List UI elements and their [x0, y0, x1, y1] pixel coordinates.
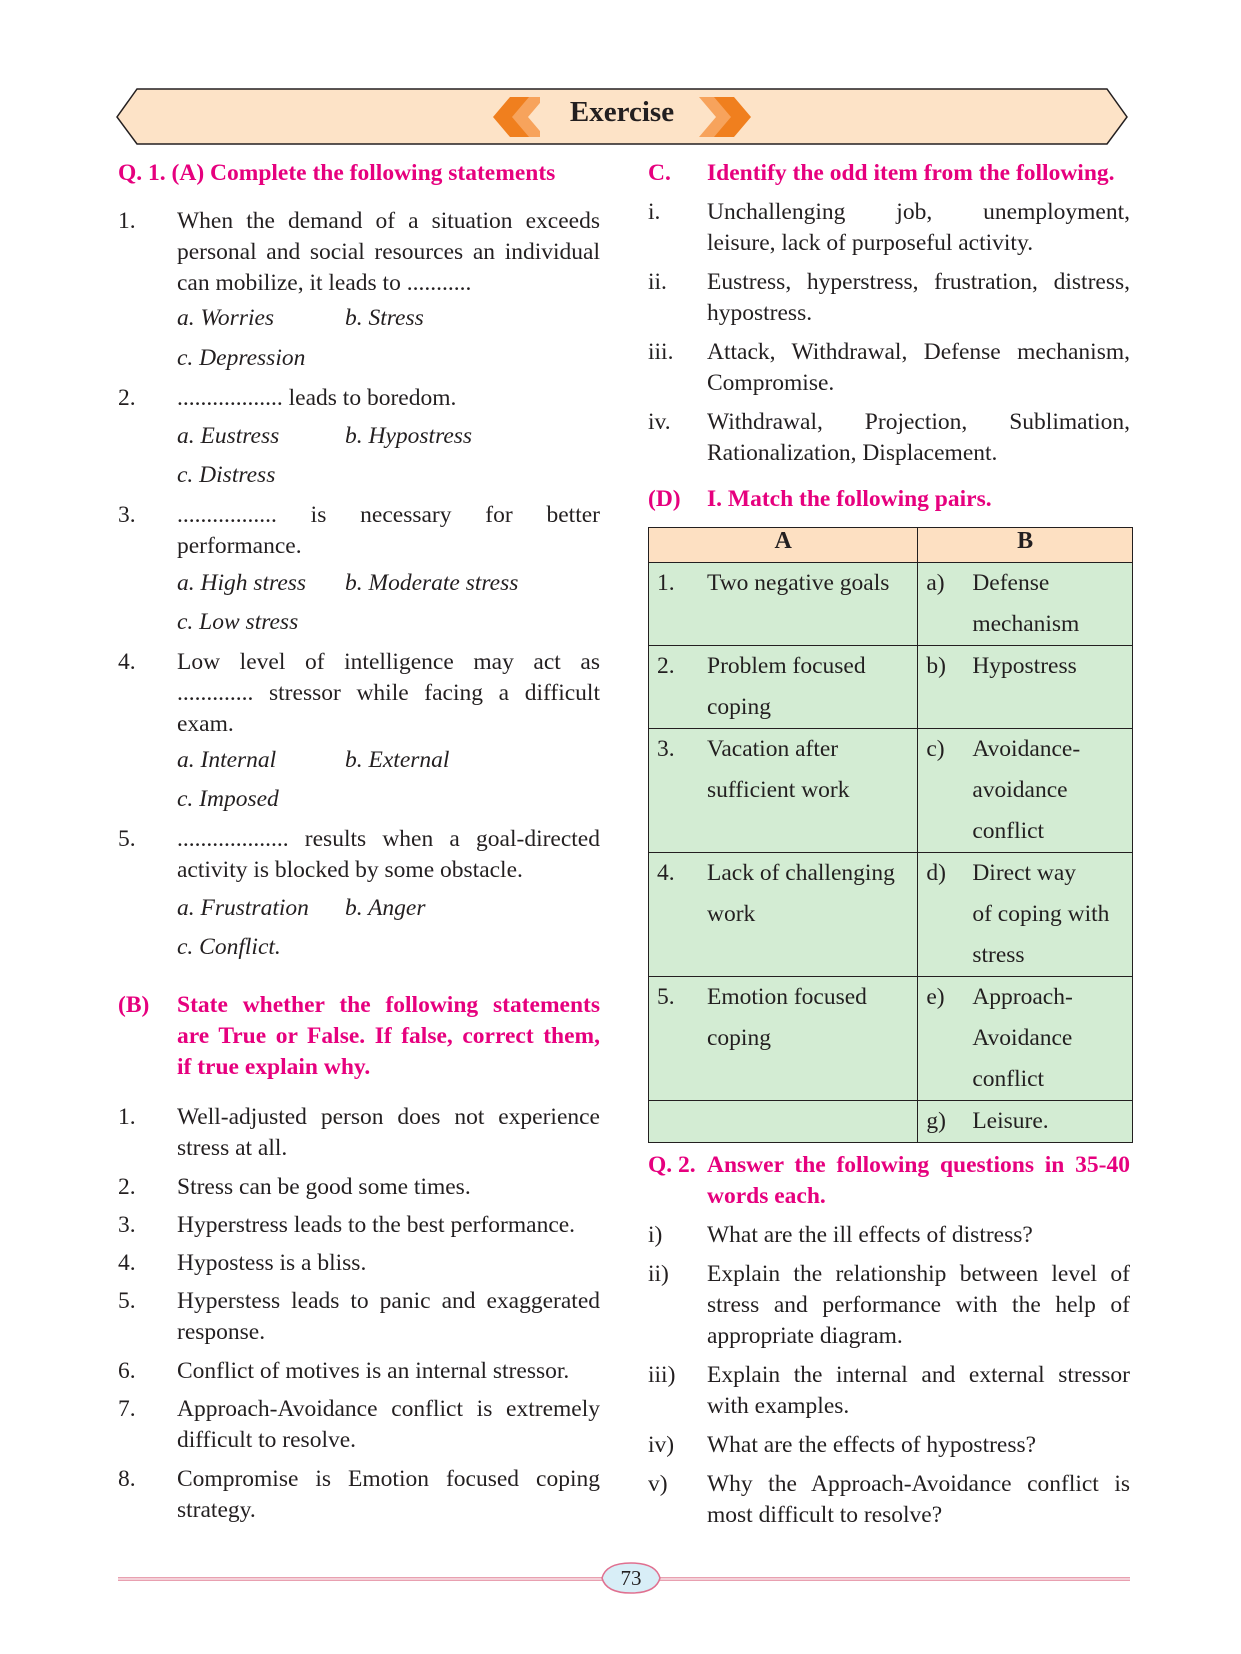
cell-a: 3. Vacation after sufficient work [649, 729, 918, 853]
cell-b: c) Avoidance- avoidance conflict [918, 729, 1133, 853]
item-number: 7. [118, 1396, 136, 1422]
item-number: iv. [648, 409, 671, 435]
question-text: ................. is necessary for better performance. [177, 502, 600, 559]
section-heading-q2: Answer the following questions in 35-40 words each. [707, 1152, 1130, 1209]
question-text: What are the effects of hypostress? [707, 1432, 1037, 1458]
column-header-a: A [649, 528, 918, 563]
item-number: 2. [118, 385, 136, 411]
item-number: ii. [648, 269, 667, 295]
item-number: 1. [118, 208, 136, 234]
page-number: 73 [620, 1566, 642, 1590]
odd-item-text: Withdrawal, Projection, Sublimation, Rationalization, Displacement. [707, 409, 1130, 466]
item-number: 3. [118, 502, 136, 528]
item-number: i) [648, 1222, 663, 1248]
question-text: Explain the internal and external stressor with examples. [707, 1362, 1130, 1419]
section-label-q1c: C. [648, 160, 671, 186]
item-number: iv) [648, 1432, 675, 1458]
option-a: a. High stress [177, 570, 307, 596]
odd-item-text: Attack, Withdrawal, Defense mechanism, Compromise. [707, 339, 1130, 396]
option-b: b. External [345, 747, 450, 773]
item-number: v) [648, 1471, 668, 1497]
item-number: ii) [648, 1261, 669, 1287]
question-text: Explain the relationship between level of stress and performance with the help of appropriate diagram. [707, 1261, 1130, 1349]
statement-text: Compromise is Emotion focused coping strategy. [177, 1466, 600, 1523]
exercise-banner [115, 88, 1129, 146]
section-label-q2: Q. 2. [648, 1152, 696, 1178]
option-a: a. Eustress [177, 423, 280, 449]
item-number: 6. [118, 1358, 136, 1384]
cell-a: 2. Problem focused coping [649, 646, 918, 729]
question-text: Low level of intelligence may act as ............. stressor while facing a difficult exam. [177, 649, 600, 737]
cell-b: a) Defense mechanism [918, 563, 1133, 646]
item-number: 3. [118, 1212, 136, 1238]
option-c: c. Imposed [177, 786, 279, 812]
question-text: What are the ill effects of distress? [707, 1222, 1033, 1248]
option-a: a. Worries [177, 305, 275, 331]
section-label-q1b: (B) [118, 992, 150, 1018]
odd-item-text: Unchallenging job, unemployment, leisure, lack of purposeful activity. [707, 199, 1130, 256]
statement-text: Hypostess is a bliss. [177, 1250, 367, 1276]
item-number: 1. [118, 1104, 136, 1130]
item-number: iii. [648, 339, 674, 365]
page-number-badge [596, 1560, 666, 1596]
option-c: c. Conflict. [177, 934, 281, 960]
statement-text: Conflict of motives is an internal stressor. [177, 1358, 570, 1384]
option-a: a. Internal [177, 747, 277, 773]
section-label-q1d: (D) [648, 486, 681, 512]
item-number: 5. [118, 826, 136, 852]
table-row [649, 977, 1133, 1101]
section-heading-q1d: I. Match the following pairs. [707, 486, 992, 512]
section-heading-q1a: Q. 1. (A) Complete the following statements [118, 160, 556, 186]
cell-a: 4. Lack of challenging work [649, 853, 918, 977]
item-number: 8. [118, 1466, 136, 1492]
option-c: c. Distress [177, 462, 276, 488]
statement-text: Hyperstess leads to panic and exaggerated response. [177, 1288, 600, 1345]
question-text: .................. leads to boredom. [177, 385, 457, 411]
table-row [649, 563, 1133, 646]
table-header-row [649, 528, 1133, 563]
question-text: When the demand of a situation exceeds personal and social resources an individual can mobilize, it leads to ........... [177, 208, 600, 296]
option-b: b. Stress [345, 305, 424, 331]
item-number: 4. [118, 649, 136, 675]
option-b: b. Hypostress [345, 423, 473, 449]
question-text: ................... results when a goal-directed activity is blocked by some obstacle. [177, 826, 600, 883]
statement-text: Well-adjusted person does not experience stress at all. [177, 1104, 600, 1161]
page-title: Exercise [569, 96, 675, 128]
match-table [648, 527, 1133, 1143]
cell-b: g) Leisure. [918, 1101, 1133, 1143]
cell-b: d) Direct way of coping with stress [918, 853, 1133, 977]
item-number: 4. [118, 1250, 136, 1276]
item-number: 5. [118, 1288, 136, 1314]
option-b: b. Moderate stress [345, 570, 519, 596]
question-text: Why the Approach-Avoidance conflict is most difficult to resolve? [707, 1471, 1130, 1528]
item-number: iii) [648, 1362, 676, 1388]
section-heading-q1c: Identify the odd item from the following. [707, 160, 1115, 186]
statement-text: Approach-Avoidance conflict is extremely difficult to resolve. [177, 1396, 600, 1453]
item-number: i. [648, 199, 661, 225]
option-c: c. Depression [177, 345, 306, 371]
statement-text: Stress can be good some times. [177, 1174, 471, 1200]
statement-text: Hyperstress leads to the best performance. [177, 1212, 576, 1238]
option-c: c. Low stress [177, 609, 299, 635]
cell-b: b) Hypostress [918, 646, 1133, 729]
cell-a: 1. Two negative goals [649, 563, 918, 646]
option-b: b. Anger [345, 895, 426, 921]
cell-a [649, 1101, 918, 1143]
cell-b: e) Approach- Avoidance conflict [918, 977, 1133, 1101]
column-header-b: B [918, 528, 1133, 563]
table-row [649, 646, 1133, 729]
table-row [649, 729, 1133, 853]
table-row [649, 853, 1133, 977]
option-a: a. Frustration [177, 895, 309, 921]
table-row [649, 1101, 1133, 1143]
item-number: 2. [118, 1174, 136, 1200]
section-heading-q1b: State whether the following statements are True or False. If false, correct them, if true explain why. [177, 992, 600, 1080]
odd-item-text: Eustress, hyperstress, frustration, distress, hypostress. [707, 269, 1130, 326]
cell-a: 5. Emotion focused coping [649, 977, 918, 1101]
